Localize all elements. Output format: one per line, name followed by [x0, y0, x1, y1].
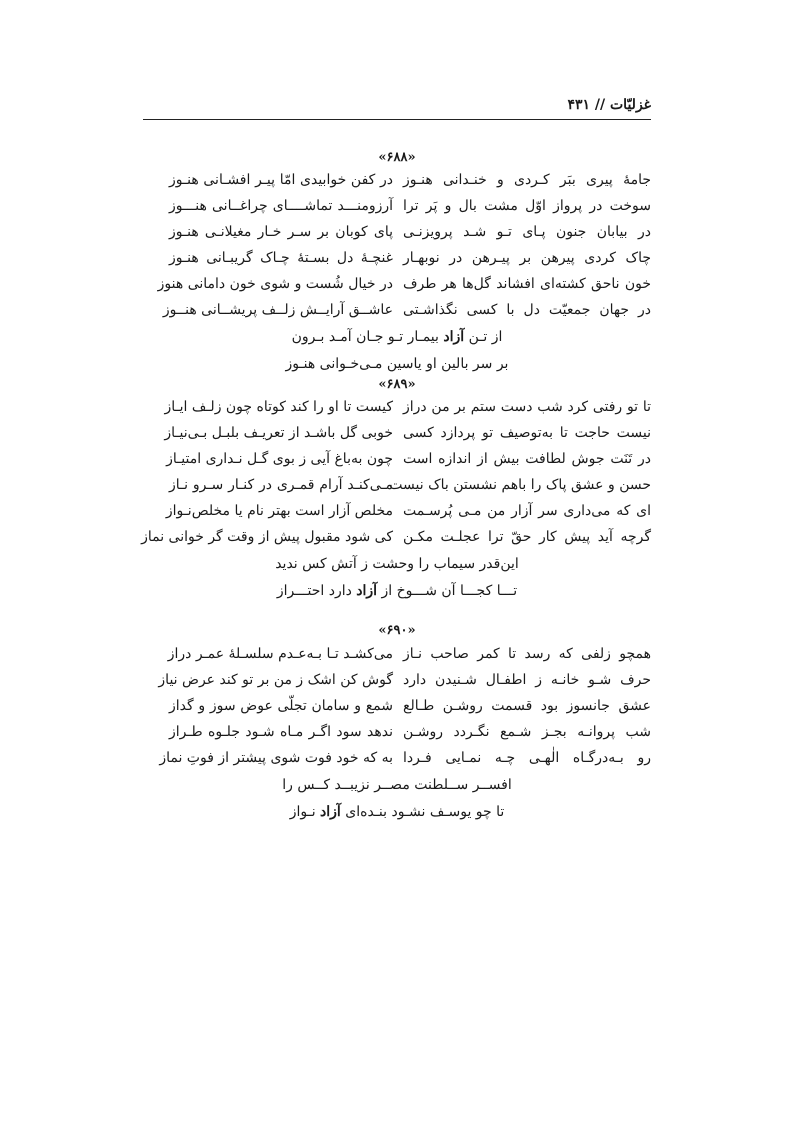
hemistich-first: تا تو رفتی کرد شب دست ستم بر من دراز [403, 399, 651, 415]
running-header [143, 97, 651, 121]
couplet [143, 245, 651, 271]
couplet [143, 693, 651, 719]
hemistich-first: رو بـه‌درگـاه الٰهـی چـه نمـایی فـردا [403, 750, 651, 766]
closing-text: تا چو یوسـف نشـود بنـده‌ای [340, 804, 505, 820]
couplet [143, 667, 651, 693]
couplet [143, 167, 651, 193]
couplet [143, 271, 651, 297]
hemistich-second: به که خود فوت شوی پیشتر از فوتِ نماز [159, 750, 393, 766]
closing-text: نـواز [289, 804, 321, 820]
hemistich-first: ای که می‌داری سر آزار من مـی پُرسـمت [403, 503, 651, 519]
closing-line [143, 578, 651, 604]
hemistich-second: کی شود مقبول پیش از وقت گر خوانی نماز [141, 529, 393, 545]
hemistich-first: در تَنَت جوش لطافت بیش از اندازه است [403, 451, 651, 467]
hemistich-first: شب پروانـه بجـز شـمع نگـردد روشـن [403, 724, 651, 740]
hemistich-first: سوخت در پرواز اوّل مشت بال و پَر ترا [403, 198, 651, 214]
hemistich-first: در بیابان جنون پـای تـو شـد پرویزنـی [403, 224, 651, 240]
closing-line [143, 799, 651, 825]
hemistich-second: آرزومنـــد تماشــــای چراغــانی هنـــوز [169, 198, 393, 214]
hemistich-first: جامهٔ پیری ببَر کـردی و خنـدانی هنـوز [403, 172, 651, 188]
couplet [143, 446, 651, 472]
closing-text: تـــا کجـــا آن شـــوخ از [377, 583, 518, 599]
hemistich-second: در کفن خوابیدی امّا پیـر افشـانی هنـوز [169, 172, 393, 188]
header-title: غزلیّات // ۴۳۱ [567, 97, 651, 113]
poem-number: «۶۸۸» [378, 150, 416, 165]
closing-text: این‌قدر سیماب را وحشت ز آتش کس ندید [275, 556, 519, 572]
closing-text: افســر ســلطنت مصــر نزیبــد کــس را [282, 777, 512, 793]
hemistich-second: گوش کن اشک ز من بر تو کند عرض نیاز [158, 672, 393, 688]
closing-text: از تـن [464, 329, 503, 345]
hemistich-second: کیست تا او را کند کوتاه چون زلـف ایـاز [164, 399, 393, 415]
hemistich-first: گرچه آید پیش کار حقّ ترا عجلـت مکـن [403, 529, 651, 545]
couplet [143, 420, 651, 446]
poet-name: آزاد [443, 329, 465, 345]
poet-name: آزاد [320, 804, 341, 820]
poem-number: «۶۸۹» [378, 377, 416, 392]
closing-text: بیمـار تـو جـان آمـد بـرون [291, 329, 444, 345]
closing-text: بر سر بالین او یاسین مـی‌خـوانی هنـوز [285, 356, 509, 372]
hemistich-first: همچو زلفی که رسد تا کمر صاحب نـاز [403, 646, 651, 662]
couplet [143, 719, 651, 745]
hemistich-second: ندهد سود اگـر مـاه شـود جلـوه طـراز [169, 724, 393, 740]
hemistich-second: غنچـهٔ دل بسـتهٔ چـاک گریبـانی هنـوز [169, 250, 393, 266]
couplet [143, 641, 651, 667]
hemistich-second: می‌کشـد تـا بـه‌عـدم سلسـلهٔ عمـر دراز [167, 646, 393, 662]
hemistich-second: عاشــق آرایــش زلــف پریشــانی هنــوز [162, 302, 393, 318]
hemistich-first: حرف شـو خانـه ز اطفـال شـنیدن دارد [403, 672, 651, 688]
header-divider [143, 119, 651, 120]
hemistich-second: چون به‌باغ آیی ز بوی گـل نـداری امتیـاز [166, 451, 393, 467]
hemistich-first: در جهان جمعیّت دل با کسی نگذاشـتی [403, 302, 651, 318]
hemistich-first: نیست حاجت تا به‌توصیف تو پردازد کسی [403, 425, 651, 441]
couplet [143, 472, 651, 498]
hemistich-first: حسن و عشق پاک را باهم نشستن باک نیست [389, 477, 651, 493]
hemistich-second: پای کوبان بر سـر خـار مغیلانـی هنـوز [169, 224, 393, 240]
closing-line [143, 351, 651, 377]
couplet [143, 498, 651, 524]
hemistich-first: خون ناحق کشته‌ای افشاند گل‌ها هر طرف [403, 276, 651, 292]
hemistich-first: چاک کردی پیرهن بر پیـرهن در نوبهـار [403, 250, 651, 266]
hemistich-second: مخلص آزار است بهتر نام یا مخلص‌نـواز [165, 503, 393, 519]
closing-line [143, 772, 651, 798]
closing-line [143, 551, 651, 577]
couplet [143, 745, 651, 771]
poet-name: آزاد [356, 583, 378, 599]
couplet [143, 297, 651, 323]
closing-text: دارد احتـــراز [276, 583, 357, 599]
couplet [143, 193, 651, 219]
couplet [143, 524, 651, 550]
hemistich-second: خوبی گل باشـد از تعریـف بلبـل بـی‌نیـاز [164, 425, 393, 441]
hemistich-first: عشق جانسوز بود قسمت روشـن طـالع [403, 698, 651, 714]
closing-line [143, 324, 651, 350]
couplet [143, 394, 651, 420]
poem-number: «۶۹۰» [378, 623, 416, 638]
hemistich-second: مـی‌کنـد آرام قمـری در کنـار سـرو نـاز [169, 477, 393, 493]
hemistich-second: شمع و سامان تجلّی عوض سوز و گداز [169, 698, 393, 714]
hemistich-second: در خیال شُست و شوی خون دامانی هنوز [157, 276, 393, 292]
couplet [143, 219, 651, 245]
